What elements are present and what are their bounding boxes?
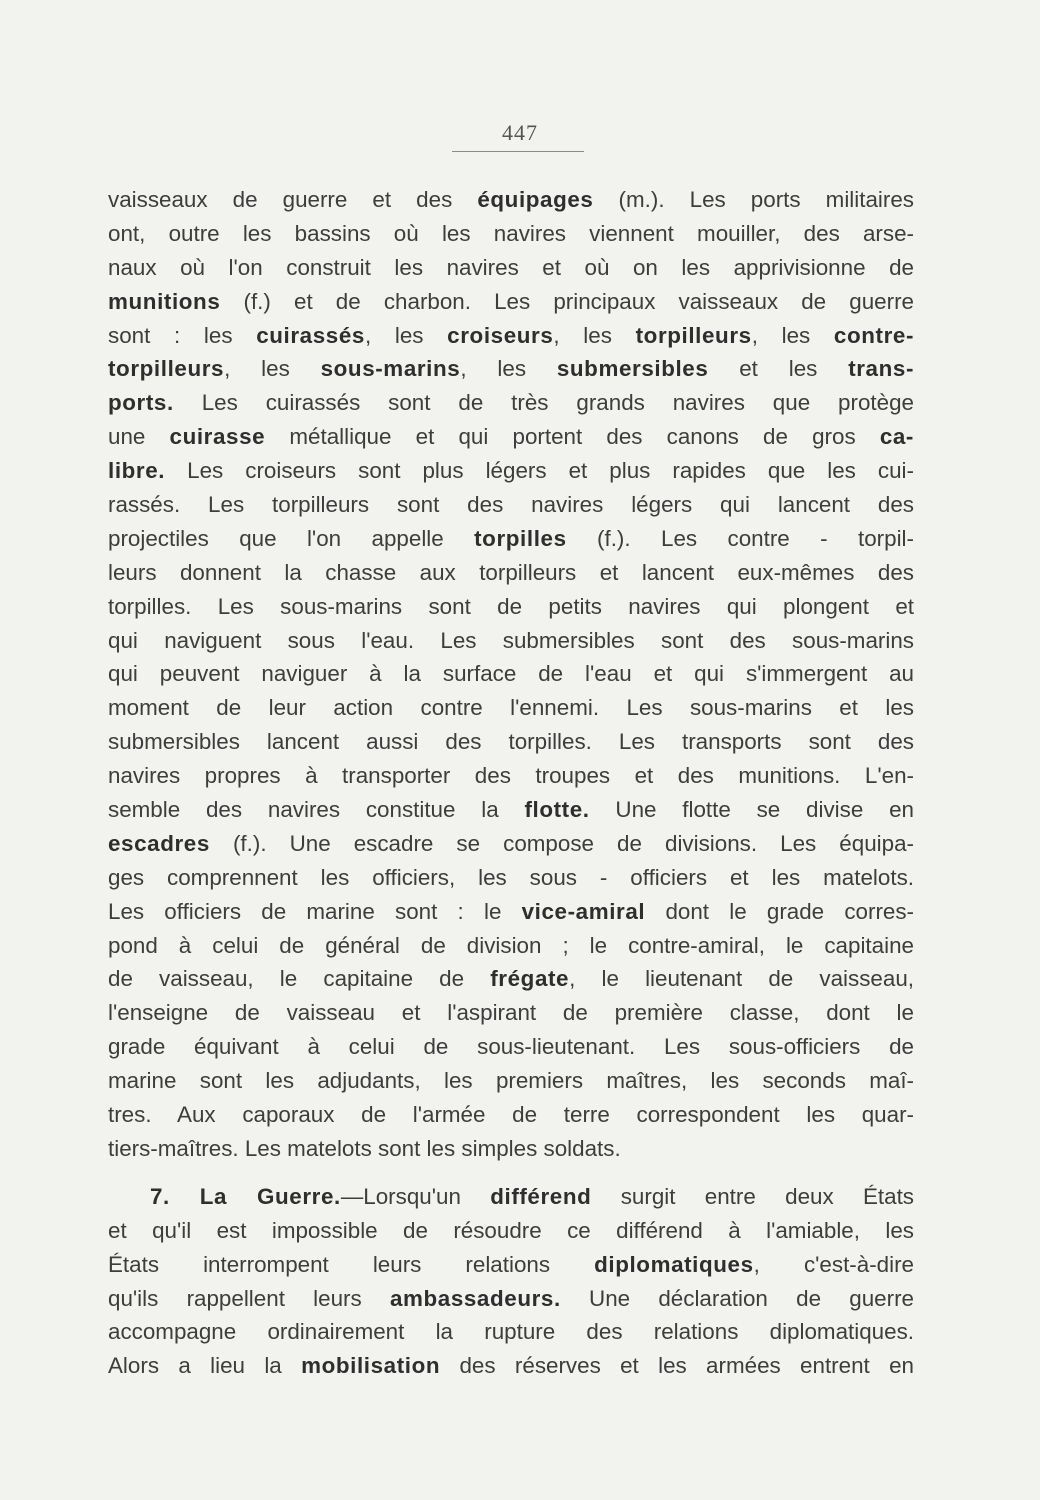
bold-term: différend	[490, 1183, 592, 1209]
bold-term: trans-	[848, 356, 914, 382]
bold-term: munitions	[108, 288, 221, 314]
text-run: qu'ils rappellent leurs	[108, 1285, 390, 1311]
text-line	[108, 691, 914, 725]
text-line	[108, 1315, 914, 1349]
text-run: , le lieutenant de vaisseau,	[569, 966, 915, 992]
text-line	[108, 1180, 914, 1214]
text-line	[108, 996, 914, 1030]
text-line	[108, 1098, 914, 1132]
bold-term: mobilisation	[301, 1353, 441, 1379]
text-run: de vaisseau, le capitaine de	[108, 966, 491, 992]
text-line	[108, 759, 914, 793]
text-run: , les	[751, 322, 834, 348]
text-line	[108, 319, 914, 353]
bold-term: ports.	[108, 390, 174, 416]
text-line	[108, 793, 914, 827]
page-number: 447	[502, 120, 538, 145]
text-run: submersibles lancent aussi des torpilles. Les transports sont des	[108, 729, 914, 755]
text-line	[108, 624, 914, 658]
text-run: qui naviguent sous l'eau. Les submersibles sont des sous-marins	[108, 627, 914, 653]
bold-term: libre.	[108, 458, 166, 484]
text-run: des réserves et les armées entrent en	[440, 1353, 914, 1379]
page-number-rule	[452, 151, 584, 152]
text-run: , les	[460, 356, 557, 382]
text-run: et qu'il est impossible de résoudre ce différend à l'amiable, les	[108, 1217, 914, 1243]
text-line	[108, 895, 914, 929]
text-run: , c'est-à-dire	[753, 1251, 914, 1277]
bold-term: torpilles	[474, 525, 567, 551]
text-run: leurs donnent la chasse aux torpilleurs et lancent eux-mêmes des	[108, 559, 914, 585]
text-line	[108, 251, 914, 285]
bold-term: ca-	[879, 424, 914, 450]
text-line	[108, 657, 914, 691]
bold-term: diplomatiques	[594, 1251, 754, 1277]
text-line	[108, 590, 914, 624]
text-run: dont le grade corres-	[645, 898, 915, 924]
text-run: rassés. Les torpilleurs sont des navires légers qui lancent des	[108, 492, 914, 518]
text-run: , les	[553, 322, 636, 348]
text-run: Les croiseurs sont plus légers et plus rapides que les cui-	[165, 458, 914, 484]
text-line	[108, 488, 914, 522]
text-line	[108, 420, 914, 454]
text-run: projectiles que l'on appelle	[108, 525, 475, 551]
text-line	[108, 1030, 914, 1064]
text-run: (f.). Les contre - torpil-	[566, 525, 914, 551]
text-run: torpilles. Les sous-marins sont de petits navires qui plongent et	[108, 593, 914, 619]
text-line	[108, 183, 914, 217]
text-run: , les	[224, 356, 321, 382]
text-run: Alors a lieu la	[108, 1353, 302, 1379]
bold-term: cuirassés	[256, 322, 365, 348]
text-line	[108, 1214, 914, 1248]
text-line	[108, 217, 914, 251]
bold-term: frégate	[490, 966, 570, 992]
text-run: (f.). Une escadre se compose de divisions. Les équipa-	[209, 830, 914, 856]
text-line	[108, 861, 914, 895]
text-line	[108, 1349, 914, 1383]
text-run: et les	[708, 356, 849, 382]
text-run: navires propres à transporter des troupes et des munitions. L'en-	[108, 763, 914, 789]
text-line	[108, 1132, 914, 1166]
text-run: moment de leur action contre l'ennemi. Les sous-marins et les	[108, 695, 914, 721]
text-run: une	[108, 424, 170, 450]
bold-term: torpilleurs	[635, 322, 752, 348]
bold-term: sous-marins	[320, 356, 461, 382]
text-line	[108, 352, 914, 386]
body-text	[108, 183, 914, 1383]
text-run: marine sont les adjudants, les premiers maîtres, les seconds maî-	[108, 1068, 914, 1094]
text-run: accompagne ordinairement la rupture des relations diplomatiques.	[108, 1319, 914, 1345]
text-line	[108, 556, 914, 590]
text-run: surgit entre deux États	[591, 1183, 914, 1209]
text-run: Les cuirassés sont de très grands navires que protège	[173, 390, 914, 416]
text-run: (f.) et de charbon. Les principaux vaisseaux de guerre	[220, 288, 914, 314]
text-line	[108, 1248, 914, 1282]
text-run: l'enseigne de vaisseau et l'aspirant de première classe, dont le	[108, 1000, 914, 1026]
text-line	[108, 454, 914, 488]
bold-term: ambassadeurs.	[389, 1285, 561, 1311]
text-line	[108, 386, 914, 420]
text-run: Une déclaration de guerre	[560, 1285, 914, 1311]
text-run: qui peuvent naviguer à la surface de l'eau et qui s'immergent au	[108, 661, 914, 687]
text-run: ont, outre les bassins où les navires viennent mouiller, des arse-	[108, 220, 914, 246]
text-run: , les	[364, 322, 448, 348]
text-run: naux où l'on construit les navires et où on les apprivisionne de	[108, 254, 914, 280]
text-run: grade équivant à celui de sous-lieutenant. Les sous-officiers de	[108, 1034, 914, 1060]
bold-term: flotte.	[524, 797, 590, 823]
text-run: Les officiers de marine sont : le	[108, 898, 522, 924]
bold-term: équipages	[477, 187, 594, 212]
text-run: semble des navires constitue la	[108, 797, 525, 823]
bold-term: croiseurs	[447, 322, 554, 348]
text-run: États interrompent leurs relations	[108, 1251, 595, 1277]
bold-term: escadres	[108, 830, 210, 856]
text-line	[108, 1064, 914, 1098]
text-run: Une flotte se divise en	[589, 797, 914, 823]
text-run: sont : les	[108, 322, 257, 348]
text-run: vaisseaux de guerre et des	[108, 187, 478, 212]
text-line	[108, 725, 914, 759]
text-line	[108, 929, 914, 963]
bold-term: vice-amiral	[521, 898, 646, 924]
text-run: pond à celui de général de division ; le contre-amiral, le capitaine	[108, 932, 914, 958]
text-line	[108, 285, 914, 319]
text-run: métallique et qui portent des canons de gros	[265, 424, 880, 450]
bold-term: submersibles	[556, 356, 709, 382]
bold-term: torpilleurs	[108, 356, 225, 382]
text-line	[108, 962, 914, 996]
text-run: (m.). Les ports militaires	[593, 187, 914, 212]
bold-term: contre-	[833, 322, 915, 348]
text-run: —Lorsqu'un	[340, 1183, 491, 1209]
text-line	[108, 522, 914, 556]
text-run: tiers-maîtres. Les matelots sont les simples soldats.	[108, 1135, 621, 1161]
text-run: ges comprennent les officiers, les sous - officiers et les matelots.	[108, 864, 914, 890]
text-run: tres. Aux caporaux de l'armée de terre correspondent les quar-	[108, 1102, 914, 1128]
text-line	[108, 827, 914, 861]
text-line	[108, 1282, 914, 1316]
bold-term: cuirasse	[169, 424, 266, 450]
bold-term: 7. La Guerre.	[150, 1183, 341, 1209]
